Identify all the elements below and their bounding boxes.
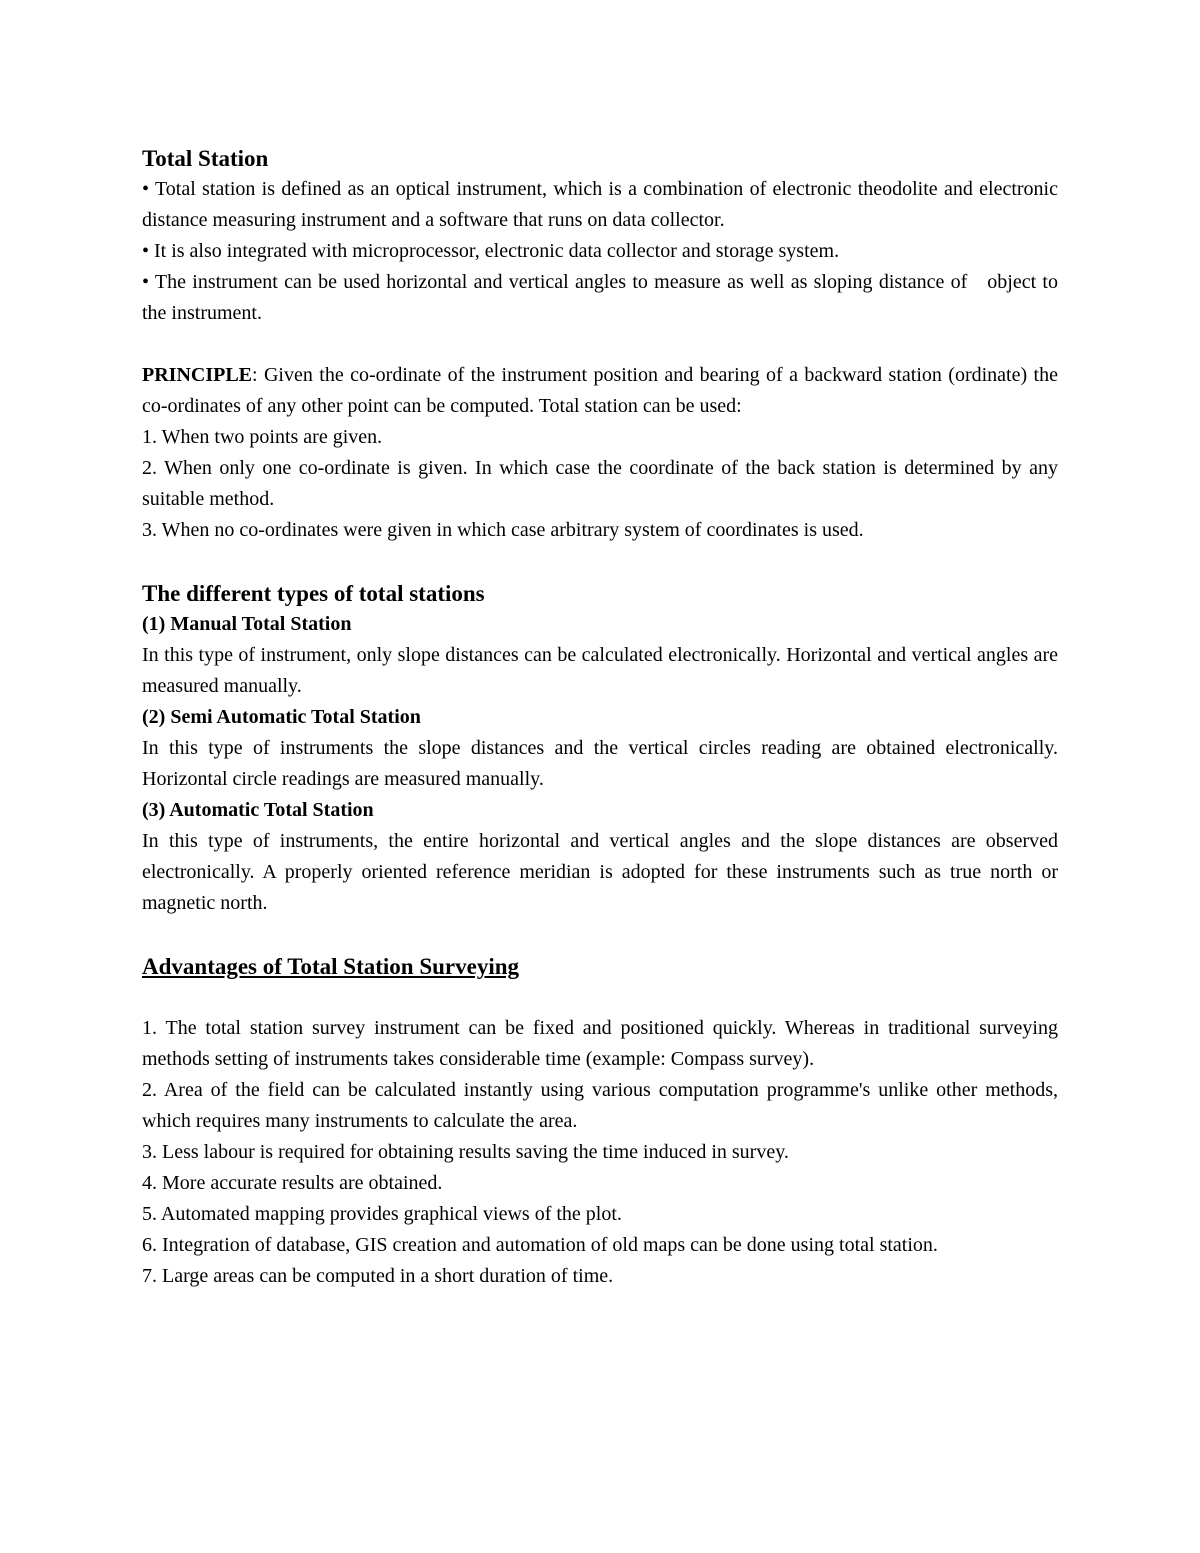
bullet-definition: • Total station is defined as an optical instrument, which is a combination of electronic theodolite and electronic distance measuring instrument and a software that runs on data collector. [142,178,1058,231]
advantage-item-7: 7. Large areas can be computed in a short duration of time. [142,1265,614,1287]
principle-item-3: 3. When no co-ordinates were given in which case arbitrary system of coordinates is used. [142,519,864,541]
heading-types: The different types of total stations [142,581,485,606]
bullet-integration: • It is also integrated with microprocessor, electronic data collector and storage system. [142,240,840,262]
type-heading-automatic: (3) Automatic Total Station [142,799,374,821]
advantage-item-2: 2. Area of the field can be calculated instantly using various computation programme's unlike other methods, which requires many instruments to calculate the area. [142,1079,1058,1132]
principle-item-2: 2. When only one co-ordinate is given. In which case the coordinate of the back station is determined by any suitable method. [142,457,1058,510]
bullet-usage-tail: object to the instrument. [142,271,1058,324]
advantage-item-6: 6. Integration of database, GIS creation and automation of old maps can be done using total station. [142,1234,938,1256]
bullet-usage-text: • The instrument can be used horizontal and vertical angles to measure as well as sloping distance of [142,271,968,293]
type-heading-manual: (1) Manual Total Station [142,613,352,635]
advantage-item-5: 5. Automated mapping provides graphical views of the plot. [142,1203,622,1225]
principle-item-1: 1. When two points are given. [142,426,383,448]
principle-label: PRINCIPLE [142,364,253,386]
advantage-item-4: 4. More accurate results are obtained. [142,1172,443,1194]
type-text-semi-automatic: In this type of instruments the slope distances and the vertical circles reading are obtained electronically. Horizontal circle readings are measured manually. [142,737,1058,790]
heading-advantages: Advantages of Total Station Surveying [142,954,520,979]
type-heading-semi-automatic: (2) Semi Automatic Total Station [142,706,421,728]
document-page [142,142,1058,1292]
advantage-item-1: 1. The total station survey instrument can be fixed and positioned quickly. Whereas in traditional surveying methods setting of instruments takes considerable time (example: Compass survey). [142,1017,1058,1070]
type-text-manual: In this type of instrument, only slope distances can be calculated electronically. Horizontal and vertical angles are measured manually. [142,644,1058,697]
principle-text: : Given the co-ordinate of the instrument position and bearing of a backward station (ordinate) the co-ordinates of any other point can be computed. Total station can be used: [142,364,1058,417]
principle-paragraph [142,360,1058,422]
type-text-automatic: In this type of instruments, the entire horizontal and vertical angles and the slope distances are observed electronically. A properly oriented reference meridian is adopted for these instruments such as true north or magnetic north. [142,830,1058,914]
heading-total-station: Total Station [142,146,269,171]
bullet-usage [142,267,1058,329]
advantage-item-3: 3. Less labour is required for obtaining results saving the time induced in survey. [142,1141,789,1163]
